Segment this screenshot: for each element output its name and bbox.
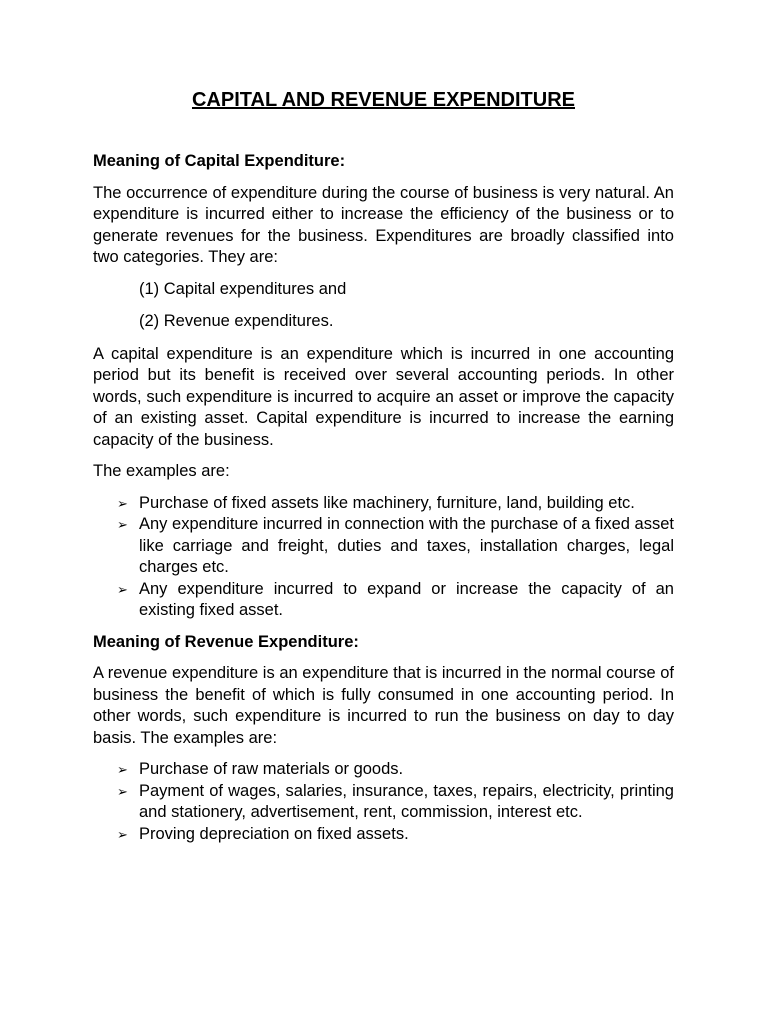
list-item-text: Purchase of raw materials or goods. <box>139 760 404 778</box>
capital-examples-list <box>93 493 674 622</box>
list-item <box>93 824 674 846</box>
arrowhead-bullet-icon: ➢ <box>117 826 128 842</box>
revenue-definition-paragraph: A revenue expenditure is an expenditure that is incurred in the normal course of business the benefit of which is fully consumed in one accounting period. In other words, such expenditure is incurred to run the business on day to day basis. The examples are: <box>93 664 674 747</box>
capital-examples-label: The examples are: <box>93 462 230 480</box>
arrowhead-bullet-icon: ➢ <box>117 517 128 532</box>
capital-definition-paragraph: A capital expenditure is an expenditure which is incurred in one accounting period but its benefit is received over several accounting periods. In other words, such expenditure is incurred to acquire an asset or improve the capacity of an existing asset. Capital expenditure is incurred to increase the earning capacity of the business. <box>93 344 674 449</box>
list-item-text: Any expenditure incurred to expand or increase the capacity of an existing fixed asset. <box>139 579 674 619</box>
capital-heading: Meaning of Capital Expenditure: <box>93 152 346 170</box>
list-item <box>93 759 674 781</box>
list-item <box>93 781 674 824</box>
arrowhead-bullet-icon: ➢ <box>117 495 128 511</box>
list-item-text: Proving depreciation on fixed assets. <box>139 824 409 843</box>
category-item-capital: (1) Capital expenditures and <box>139 279 347 298</box>
list-item-text: Purchase of fixed assets like machinery, furniture, land, building etc. <box>139 493 635 512</box>
arrowhead-bullet-icon: ➢ <box>117 783 128 799</box>
list-item <box>93 579 674 622</box>
page-title: CAPITAL AND REVENUE EXPENDITURE <box>191 89 575 111</box>
list-item-text: Any expenditure incurred in connection with the purchase of a fixed asset like carriage and freight, duties and taxes, installation charges, legal charges etc. <box>139 515 674 576</box>
revenue-heading: Meaning of Revenue Expenditure: <box>93 632 359 651</box>
arrowhead-bullet-icon: ➢ <box>117 581 128 597</box>
category-item-revenue: (2) Revenue expenditures. <box>139 312 334 330</box>
list-item <box>93 514 674 579</box>
document-body <box>93 151 674 855</box>
revenue-examples-list <box>93 759 674 845</box>
arrowhead-bullet-icon: ➢ <box>117 762 128 777</box>
capital-intro-paragraph: The occurrence of expenditure during the course of business is very natural. An expenditure is incurred either to increase the efficiency of the business or to generate revenues for the business. Expenditures are broadly classified into two categories. They are: <box>93 183 674 266</box>
list-item-text: Payment of wages, salaries, insurance, taxes, repairs, electricity, printing and stationery, advertisement, rent, commission, interest etc. <box>139 781 674 821</box>
list-item <box>93 493 674 515</box>
